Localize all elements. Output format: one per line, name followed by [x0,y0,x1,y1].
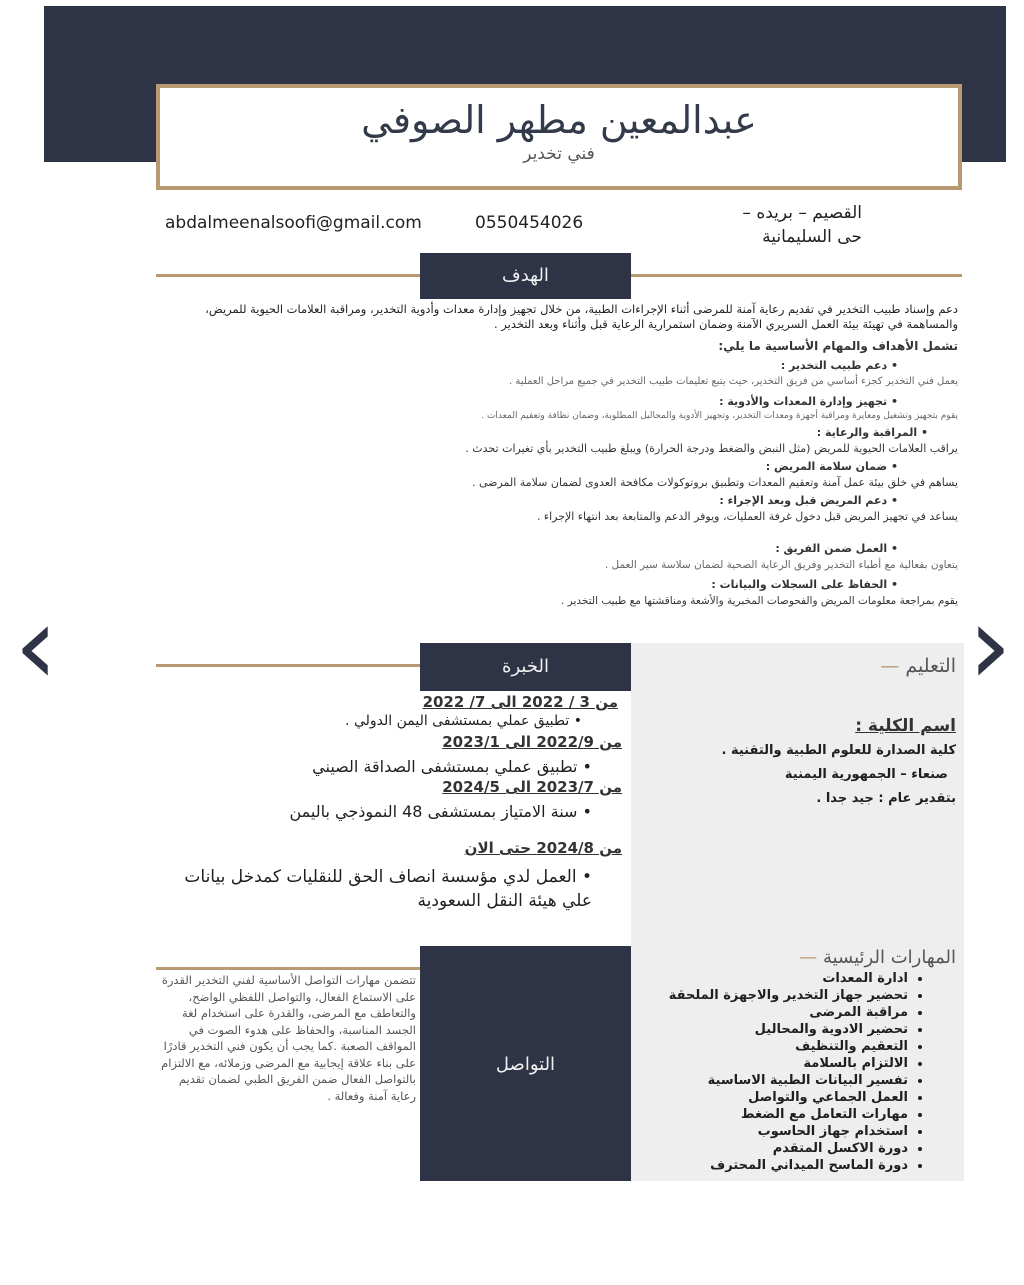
email: abdalmeenalsoofi@gmail.com [165,213,422,233]
skill-item: • تفسير البيانات الطبية الاساسية [640,1072,908,1089]
communication-rule [156,967,420,970]
objective-list [350,358,958,609]
objective-item-title: • الحفاظ على السجلات والبيانات : [711,578,898,591]
objective-item-text: يساهم في خلق بيئة عمل آمنة وتعقيم المعدات وتطبيق بروتوكولات مكافحة العدوى لضمان سلامة المرضى . [471,476,958,489]
communication-heading: التواصل [495,1054,556,1075]
objective-heading: الهدف [420,253,631,299]
objective-item-text: يقوم بمراجعة معلومات المريض والفحوصات المخبرية والأشعة ومناقشتها مع طبيب التخدير . [561,595,958,607]
skill-item: • العمل الجماعي والتواصل [640,1089,908,1106]
objective-item [350,577,958,609]
objective-item-title: • دعم المريض قبل وبعد الإجراء : [719,494,898,507]
experience-text: • سنة الامتياز بمستشفى 48 النموذجي باليمن [289,802,592,821]
experience-text: • تطبيق عملي بمستشفى اليمن الدولي . [345,713,582,729]
previous-page-button[interactable]: ‹ [14,581,58,709]
skill-item: • استخدام جهاز الحاسوب [640,1123,908,1140]
objective-item [350,541,958,573]
objective-item-text: يساعد في تجهيز المريض قبل دخول غرفة العمليات، ويوفر الدعم والمتابعة بعد انتهاء الإجراء . [536,510,958,523]
objective-item-title: • دعم طبيب التخدير : [780,359,898,372]
person-name: عبدالمعين مطهر الصوفي [361,98,757,142]
skill-item: • ادارة المعدات [640,970,908,987]
experience-text: • تطبيق عملي بمستشفى الصداقة الصيني [312,757,592,776]
education-grade: بتقدير عام : جيد جدا . [816,791,956,806]
objective-item [350,459,958,491]
next-page-button[interactable]: › [968,581,1012,709]
address-line-2: حى السليمانية [762,227,862,247]
objective-item-title: • ضمان سلامة المريض : [765,460,898,473]
experience-rule [156,664,420,667]
skill-item: • تحضير جهاز التخدير والاجهزة الملحقة [640,987,908,1004]
experience-date: من 2022/9 الى 2023/1 [442,733,622,751]
experience-date: من 2023/7 الى 2024/5 [442,778,622,796]
experience-text: • العمل لدي مؤسسة انصاف الحق للنقليات كمدخل بيانات علي هيئة النقل السعودية [184,867,592,911]
address-line-1: القصيم – بريده – [742,203,862,223]
objective-item-title: • العمل ضمن الفريق : [775,542,898,555]
experience-list [170,693,622,913]
experience-date: من 2024/8 حتى الان [464,839,622,857]
objective-item-text: يراقب العلامات الحيوية للمريض (مثل النبض والضغط ودرجة الحرارة) ويبلغ طبيب التخدير بأي تغيرات تحدث . [465,442,958,455]
skills-list [640,970,930,1174]
objective-item-title: • المراقبة والرعاية : [816,426,928,439]
skill-item: • تحضير الادوية والمحاليل [640,1021,908,1038]
skill-item: • التعقيم والتنظيف [640,1038,908,1055]
objective-lead: تشمل الأهداف والمهام الأساسية ما يلي: [718,339,958,353]
experience-heading: الخبرة [420,643,631,691]
job-title: فني تخدير [523,144,595,164]
college-location: صنعاء – الجمهورية اليمنية [784,767,948,782]
skill-item: • مهارات التعامل مع الضغط [640,1106,908,1123]
experience-date: من 3 / 2022 الى 7/ 2022 [422,693,618,711]
skill-item: • الالتزام بالسلامة [640,1055,908,1072]
phone: 0550454026 [475,213,584,233]
skill-item: • دورة الاكسل المتقدم [640,1140,908,1157]
objective-intro: دعم وإسناد طبيب التخدير في تقديم رعاية آمنة للمرضى أثناء الإجراءات الطبية، من خلال تجهيز وإدارة معدات وأدوية التخدير، ومراقبة العلامات الحيوية للمريض، والمساهمة في تهيئة بيئة العمل السريري الآمنة وضمان استمرارية الرعاية قبل وأثناء وبعد التخدير . [205,302,958,331]
college-label: اسم الكلية : [855,716,956,736]
skills-heading: المهارات الرئيسية — [799,947,956,968]
skill-item: • دورة الماسح الميداني المحترف [640,1157,908,1174]
name-box [156,84,962,190]
objective-item [350,394,958,423]
skill-item: • مراقبة المرضى [640,1004,908,1021]
objective-item-title: • تجهيز وإدارة المعدات والأدوية : [719,395,898,408]
objective-item-text: يتعاون بفعالية مع أطباء التخدير وفريق الرعاية الصحية لضمان سلاسة سير العمل . [604,559,958,571]
objective-item-text: يقوم بتجهيز وتشغيل ومعايرة ومراقبة أجهزة ومعدات التخدير، وتجهيز الأدوية والمحاليل المطلوبة، وضمان نظافة وتعقيم المعدات . [481,411,958,421]
objective-item [350,493,958,525]
objective-item [350,425,958,457]
objective-item [350,358,958,390]
communication-text: تتضمن مهارات التواصل الأساسية لفني التخدير القدرة على الاستماع الفعال، والتواصل اللفظي الواضح، والتعاطف مع المرضى، والقدرة على استخدام لغة الجسد المناسبة، والحفاظ على هدوء الصوت في المواقف الصعبة .كما يجب أن يكون فني التخدير قادرًا على بناء علاقة إيجابية مع المرضى وزملائه، مع الالتزام بالتواصل الفعال ضمن الفريق الطبي لضمان تقديم رعاية آمنة وفعالة . [161,973,416,1103]
college-name: كلية الصدارة للعلوم الطبية والتقنية . [721,743,956,758]
education-heading: التعليم — [880,655,956,677]
objective-item-text: يعمل فني التخدير كجزء أساسي من فريق التخدير، حيث يتبع تعليمات طبيب التخدير في جميع مراحل العملية . [509,376,958,387]
